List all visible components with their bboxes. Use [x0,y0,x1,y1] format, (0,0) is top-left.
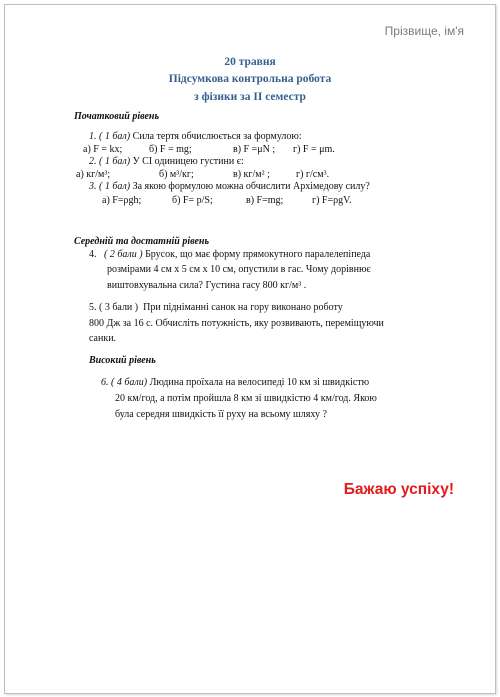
question-1-option-b: б) F = mg; [149,144,192,155]
question-6-number: 6. [101,377,109,388]
closing-wish: Бажаю успіху! [343,481,454,498]
question-6-line-3: була середня швидкість її руху на всьому шляху ? [115,409,327,420]
question-4 [89,249,370,260]
question-6-points: ( 4 бали) [111,377,148,388]
question-4-number: 4. [89,249,97,260]
question-3-points: ( 1 бал) [99,181,131,192]
question-3-text: За якою формулою можна обчислити Архімедову силу? [132,181,370,192]
question-6-line-2: 20 км/год, а потім пройшла 8 км зі швидкістю 4 км/год. Якою [115,393,377,404]
question-1-number: 1. [89,131,97,142]
question-6-line-1: Людина проїхала на велосипеді 10 км зі швидкістю [149,377,370,388]
question-3-option-b: б) F= p/S; [172,195,213,206]
question-3-number: 3. [89,181,97,192]
question-5-points: ( 3 бали ) [99,302,139,313]
question-2-option-d: г) г/см³. [296,169,330,180]
question-3 [89,181,370,192]
question-6 [101,377,369,388]
question-1-option-c: в) F =μN ; [233,144,276,155]
title-main: Підсумкова контрольна робота [168,73,332,85]
question-1-text: Сила тертя обчислюється за формулою: [132,131,302,142]
question-5 [89,302,343,313]
section-middle-level: Середній та достатній рівень [74,236,210,247]
student-name-placeholder: Прізвище, ім'я [384,24,464,38]
question-3-option-d: г) F=ρgV. [312,195,352,206]
question-1-option-a: а) F = kx; [83,144,123,155]
question-1-points: ( 1 бал) [99,131,131,142]
question-2-points: ( 1 бал) [99,156,131,167]
question-3-option-c: в) F=mg; [246,195,284,206]
question-4-line-1: Брусок, що має форму прямокутного паралелепіпеда [145,249,371,260]
question-4-line-3: виштовхувальна сила? Густина гасу 800 кг/м³ . [107,280,307,291]
question-2-option-a: а) кг/м³; [76,169,111,180]
question-4-points: ( 2 бали ) [104,249,143,260]
question-2-option-b: б) м³/кг; [159,169,194,180]
question-2-text: У СІ одиницею густини є: [132,156,244,167]
question-2-number: 2. [89,156,97,167]
question-5-number: 5. [89,302,97,313]
title-date: 20 травня [224,56,276,68]
question-5-line-1: При підніманні санок на гору виконано роботу [143,302,343,313]
question-2-option-c: в) кг/м² ; [233,169,270,180]
question-5-line-3: санки. [89,333,117,344]
question-4-line-2: розмірами 4 см х 5 см х 10 см, опустили в гас. Чому дорівнює [107,264,371,275]
title-subject: з фізики за ІІ семестр [194,91,306,103]
question-1 [89,131,302,142]
question-5-line-2: 800 Дж за 16 с. Обчисліть потужність, яку розвивають, переміщуючи [89,318,384,329]
question-3-options [102,195,382,209]
question-3-option-a: а) F=ρgh; [102,195,142,206]
question-1-option-d: г) F = μm. [293,144,335,155]
question-2 [89,156,244,167]
document-page [4,4,496,694]
section-high-level: Високий рівень [89,355,156,366]
section-initial-level: Початковий рівень [74,111,160,122]
